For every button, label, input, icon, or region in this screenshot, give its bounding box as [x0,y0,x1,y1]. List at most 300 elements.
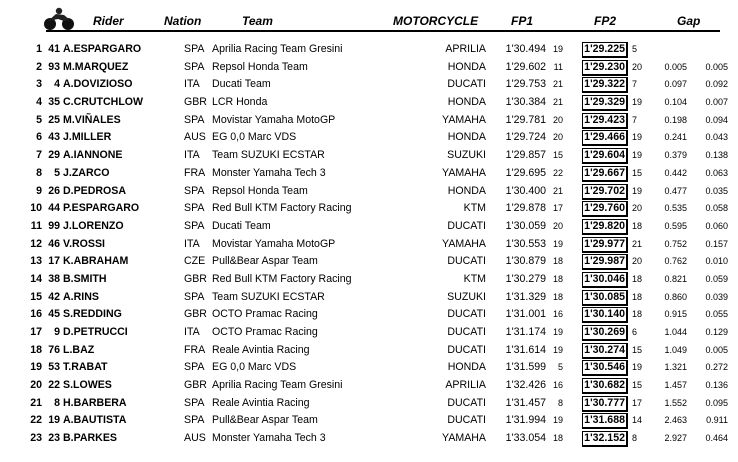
fp2-time [570,112,630,130]
fp2-time-box: 1'29.466 [582,130,628,146]
fp2-laps: 19 [632,150,643,161]
fp2-time-box: 1'30.274 [582,343,628,359]
motorcycle: HONDA [447,184,486,197]
gap-to-previous: 0.059 [705,273,728,284]
fp2-time-box: 1'29.322 [582,77,628,93]
header-fp2: FP2 [594,14,617,28]
fp1-time: 1'29.695 [505,166,546,179]
position: 17 [30,326,42,338]
fp1-time: 1'30.059 [505,219,546,232]
fp1-laps: 5 [557,362,563,373]
position: 7 [36,149,42,162]
fp1-laps: 15 [552,150,563,161]
table-row [0,129,738,147]
position: 23 [30,432,42,445]
gap-to-previous: 0.911 [706,415,728,426]
gap-to-first: 1.552 [664,397,687,408]
fp2-laps: 17 [632,397,643,408]
nation: AUS [184,131,206,144]
position: 6 [36,131,42,144]
fp2-laps: 7 [632,79,638,90]
gap-to-previous: 0.272 [705,362,728,373]
motorcycle: YAMAHA [442,237,486,250]
gap-to-first: 0.915 [664,309,687,320]
team-name: Monster Yamaha Tech 3 [212,166,326,179]
fp1-laps: 16 [552,380,563,391]
table-row [0,183,738,201]
nation: SPA [184,202,205,215]
fp2-time [570,253,630,271]
team-name: Team SUZUKI ECSTAR [212,290,325,303]
rider-name: M.MARQUEZ [63,60,129,73]
rider-name: M.VIÑALES [63,113,121,126]
gap-to-first: 2.927 [664,433,687,444]
fp1-laps: 18 [552,273,563,284]
gap-to-previous: 0.063 [705,167,728,178]
rider-name: D.PETRUCCI [63,326,128,338]
fp2-laps: 15 [632,167,643,178]
motorcycle: HONDA [447,96,486,109]
motorcycle: KTM [463,202,486,215]
rider-name: A.RINS [63,290,99,303]
fp1-laps: 16 [552,309,563,320]
fp2-time [570,395,630,413]
gap-to-first: 0.442 [664,167,687,178]
motorbike-rider-icon [42,7,76,31]
fp1-time: 1'31.329 [505,290,546,303]
motorcycle: DUCATI [447,326,486,338]
rider-number: 26 [48,184,60,197]
fp2-time-box: 1'29.760 [582,201,628,217]
nation: ITA [184,149,200,162]
team-name: Movistar Yamaha MotoGP [212,237,336,250]
fp2-time-box: 1'29.820 [582,219,628,235]
nation: FRA [184,166,206,179]
rider-number: 9 [54,326,60,338]
fp1-time: 1'30.879 [505,255,546,268]
nation: SPA [184,184,205,197]
table-row [0,112,738,130]
gap-to-previous: 0.092 [705,79,728,90]
gap-to-previous: 0.055 [705,309,728,320]
fp2-time [570,236,630,254]
fp1-time: 1'30.400 [505,184,546,197]
nation: SPA [184,60,205,73]
table-row [0,59,738,77]
table-row [0,289,738,307]
rider-number: 17 [48,255,60,268]
rider-name: A.BAUTISTA [63,414,127,427]
nation: GBR [184,379,207,392]
gap-to-previous: 0.095 [705,397,728,408]
gap-to-previous: 0.005 [705,344,728,355]
gap-to-previous: 0.005 [705,61,728,72]
rider-number: 22 [48,379,60,392]
fp2-time-box: 1'29.702 [582,184,628,200]
fp1-laps: 19 [552,344,563,355]
header-gap: Gap [677,14,701,28]
gap-to-first: 0.821 [664,273,687,284]
team-name: EG 0,0 Marc VDS [212,131,297,144]
fp2-time [570,377,630,395]
fp2-laps: 20 [632,203,643,214]
table-row [0,147,738,165]
fp1-laps: 19 [552,415,563,426]
table-row [0,41,738,59]
nation: CZE [184,255,206,268]
motorcycle: SUZUKI [447,290,486,303]
fp1-time: 1'29.753 [505,78,546,91]
motorcycle: DUCATI [447,78,486,91]
table-row [0,94,738,112]
fp2-time-box: 1'29.667 [582,166,628,182]
fp2-time-box: 1'29.230 [582,60,628,76]
header-rider: Rider [93,14,124,28]
rider-name: A.ESPARGARO [63,43,142,55]
fp1-time: 1'29.602 [505,60,546,73]
nation: ITA [184,237,200,250]
fp2-time-box: 1'30.046 [582,272,628,288]
fp2-laps: 19 [632,97,643,108]
nation: GBR [184,272,207,285]
team-name: Team SUZUKI ECSTAR [212,149,325,162]
gap-to-first: 2.463 [664,415,687,426]
fp1-time: 1'30.384 [505,96,546,109]
fp1-laps: 11 [553,61,563,72]
rider-number: 41 [48,43,60,55]
fp2-time-box: 1'29.977 [582,237,628,253]
team-name: Aprilia Racing Team Gresini [212,43,343,55]
fp1-laps: 20 [552,132,563,143]
gap-to-previous: 0.035 [705,185,728,196]
position: 2 [36,60,42,73]
position: 12 [30,237,42,250]
gap-to-previous: 0.138 [705,150,728,161]
fp1-laps: 17 [552,203,563,214]
fp1-laps: 21 [552,79,563,90]
table-row [0,377,738,395]
gap-to-first: 0.477 [664,185,687,196]
rider-name: V.ROSSI [63,237,106,250]
rider-name: B.SMITH [63,272,107,285]
fp2-time [570,183,630,201]
gap-to-first: 0.104 [664,97,687,108]
motorcycle: SUZUKI [447,149,486,162]
nation: SPA [184,290,205,303]
fp2-time-box: 1'32.152 [582,431,628,447]
gap-to-first: 0.762 [664,256,687,267]
fp1-time: 1'31.457 [505,396,546,409]
fp2-laps: 15 [632,344,643,355]
gap-to-first: 0.752 [664,238,687,249]
fp1-time: 1'31.599 [505,361,546,374]
fp2-laps: 8 [632,433,638,444]
table-row [0,324,738,342]
fp2-time-box: 1'30.546 [582,360,628,376]
motorcycle: HONDA [447,60,486,73]
table-row [0,271,738,289]
position: 14 [30,272,42,285]
motorcycle: DUCATI [447,396,486,409]
position: 9 [36,184,42,197]
gap-to-first: 0.198 [664,114,687,125]
header-nation: Nation [164,14,202,28]
fp1-laps: 18 [552,256,563,267]
fp1-time: 1'31.994 [505,414,546,427]
team-name: Repsol Honda Team [212,60,308,73]
rider-name: A.IANNONE [63,149,123,162]
table-row [0,76,738,94]
motorcycle: APRILIA [445,379,486,392]
rider-number: 42 [48,290,60,303]
fp2-time-box: 1'29.987 [582,254,628,270]
fp2-laps: 14 [632,415,643,426]
nation: SPA [184,361,205,374]
gap-to-previous: 0.007 [705,97,728,108]
fp2-laps: 19 [632,185,643,196]
fp2-time-box: 1'29.329 [582,95,628,111]
fp1-time: 1'29.857 [505,149,546,162]
motorcycle: HONDA [447,131,486,144]
fp2-laps: 6 [632,327,638,337]
rider-name: J.ZARCO [63,166,110,179]
fp2-time-box: 1'30.682 [582,378,628,394]
gap-to-previous: 0.136 [705,380,728,391]
fp2-time [570,200,630,218]
team-name: Reale Avintia Racing [212,396,310,409]
rider-number: 35 [48,96,60,109]
fp1-laps: 19 [552,238,563,249]
rider-number: 53 [48,361,60,374]
fp1-laps: 20 [552,220,563,231]
rider-name: H.BARBERA [63,396,127,409]
table-row [0,430,738,448]
fp1-laps: 18 [552,433,563,444]
fp1-time: 1'31.614 [505,343,546,356]
rider-number: 99 [48,219,60,232]
gap-to-first: 0.535 [664,203,687,214]
fp2-laps: 18 [632,220,643,231]
nation: ITA [184,326,200,338]
fp2-time [570,165,630,183]
header-fp1: FP1 [511,14,534,28]
fp2-time [570,129,630,147]
nation: SPA [184,43,205,55]
rider-number: 76 [48,343,60,356]
rider-name: J.MILLER [63,131,112,144]
gap-to-previous: 0.094 [705,114,728,125]
position: 21 [30,396,42,409]
motorcycle: HONDA [447,361,486,374]
team-name: OCTO Pramac Racing [212,308,318,321]
motorcycle: APRILIA [445,43,486,55]
nation: GBR [184,308,207,321]
fp1-time: 1'32.426 [505,379,546,392]
gap-to-first: 1.049 [664,344,687,355]
fp2-time [570,41,630,59]
position: 11 [30,219,42,232]
rider-number: 46 [48,237,60,250]
fp2-laps: 18 [632,291,643,302]
fp2-time-box: 1'30.777 [582,396,628,412]
fp2-laps: 18 [632,273,643,284]
team-name: Red Bull KTM Factory Racing [212,272,352,285]
fp1-laps: 21 [552,185,563,196]
fp2-laps: 15 [632,380,643,391]
motorcycle: DUCATI [447,414,486,427]
fp2-time [570,147,630,165]
gap-to-first: 1.457 [664,380,687,391]
motorcycle: YAMAHA [442,166,486,179]
position: 22 [30,414,42,427]
team-name: Repsol Honda Team [212,184,308,197]
rider-number: 29 [48,149,60,162]
fp1-laps: 19 [552,44,563,54]
motorcycle: DUCATI [447,255,486,268]
gap-to-first: 0.005 [664,61,687,72]
gap-to-previous: 0.010 [705,256,728,267]
motorcycle: DUCATI [447,343,486,356]
gap-to-first: 0.595 [664,220,687,231]
fp2-time-box: 1'30.269 [582,325,628,341]
team-name: Red Bull KTM Factory Racing [212,202,352,215]
fp2-time [570,430,630,448]
fp2-laps: 19 [632,362,643,373]
fp2-time-box: 1'30.140 [582,307,628,323]
position: 10 [30,202,42,215]
team-name: Pull&Bear Aspar Team [212,414,318,427]
nation: AUS [184,432,206,445]
fp2-laps: 20 [632,61,643,72]
fp1-laps: 21 [552,97,563,108]
table-row [0,236,738,254]
rider-name: C.CRUTCHLOW [63,96,144,109]
rider-name: A.DOVIZIOSO [63,78,133,91]
position: 16 [30,308,42,321]
fp2-time [570,359,630,377]
header-rule [46,30,720,32]
motorcycle: YAMAHA [442,113,486,126]
rider-number: 8 [54,396,60,409]
fp1-time: 1'31.174 [505,326,546,338]
team-name: Reale Avintia Racing [212,343,310,356]
results-header [0,0,738,36]
fp2-laps: 21 [632,238,643,249]
gap-to-previous: 0.039 [705,291,728,302]
table-row [0,412,738,430]
fp2-time [570,94,630,112]
position: 1 [36,43,42,55]
fp2-laps: 18 [632,309,643,320]
position: 5 [36,113,42,126]
fp1-time: 1'30.279 [505,272,546,285]
header-team: Team [242,14,273,28]
team-name: EG 0,0 Marc VDS [212,361,297,374]
motorcycle: YAMAHA [442,432,486,445]
fp2-time [570,271,630,289]
fp2-time-box: 1'29.423 [582,113,628,129]
nation: SPA [184,219,205,232]
fp2-time [570,324,630,342]
team-name: Ducati Team [212,219,271,232]
gap-to-first: 1.321 [664,362,687,373]
nation: SPA [184,414,205,427]
position: 19 [30,361,42,374]
nation: SPA [184,113,205,126]
position: 3 [36,78,42,91]
motorcycle: DUCATI [447,308,486,321]
fp1-time: 1'29.878 [505,202,546,215]
gap-to-first: 0.379 [664,150,687,161]
fp2-laps: 5 [632,44,638,54]
rider-number: 38 [48,272,60,285]
fp2-time-box: 1'30.085 [582,290,628,306]
rider-name: S.LOWES [63,379,112,392]
rider-name: D.PEDROSA [63,184,126,197]
header-motorcycle: MOTORCYCLE [393,14,479,28]
gap-to-first: 0.860 [664,291,687,302]
rider-number: 19 [48,414,60,427]
rider-name: T.RABAT [63,361,108,374]
table-row [0,165,738,183]
rider-number: 93 [48,60,60,73]
rider-number: 43 [48,131,60,144]
gap-to-previous: 0.043 [705,132,728,143]
nation: SPA [184,396,205,409]
fp2-time-box: 1'29.225 [582,42,628,58]
rider-number: 5 [54,166,60,179]
rider-name: P.ESPARGARO [63,202,140,215]
rider-name: L.BAZ [63,343,95,356]
fp2-time [570,412,630,430]
table-row [0,306,738,324]
fp2-time [570,218,630,236]
gap-to-previous: 0.060 [705,220,728,231]
position: 20 [30,379,42,392]
fp1-time: 1'31.001 [505,308,546,321]
fp2-laps: 7 [632,114,638,125]
position: 18 [30,343,42,356]
gap-to-first: 0.097 [664,79,687,90]
position: 15 [30,290,42,303]
position: 4 [36,96,42,109]
fp1-laps: 18 [552,291,563,302]
rider-number: 4 [54,78,60,91]
fp2-time [570,306,630,324]
gap-to-previous: 0.058 [705,203,728,214]
table-row [0,359,738,377]
gap-to-first: 0.241 [664,132,687,143]
results-table [0,41,738,448]
team-name: Ducati Team [212,78,271,91]
nation: GBR [184,96,207,109]
team-name: Movistar Yamaha MotoGP [212,113,336,126]
fp2-time [570,76,630,94]
nation: FRA [184,343,206,356]
team-name: LCR Honda [212,96,268,109]
fp1-laps: 22 [552,167,563,178]
rider-number: 44 [48,202,60,215]
team-name: OCTO Pramac Racing [212,326,318,338]
fp1-time: 1'29.724 [505,131,546,144]
team-name: Aprilia Racing Team Gresini [212,379,343,392]
fp1-time: 1'33.054 [505,432,546,445]
rider-name: K.ABRAHAM [63,255,129,268]
motorcycle: KTM [463,272,486,285]
table-row [0,342,738,360]
gap-to-previous: 0.129 [705,327,728,337]
rider-number: 25 [48,113,60,126]
